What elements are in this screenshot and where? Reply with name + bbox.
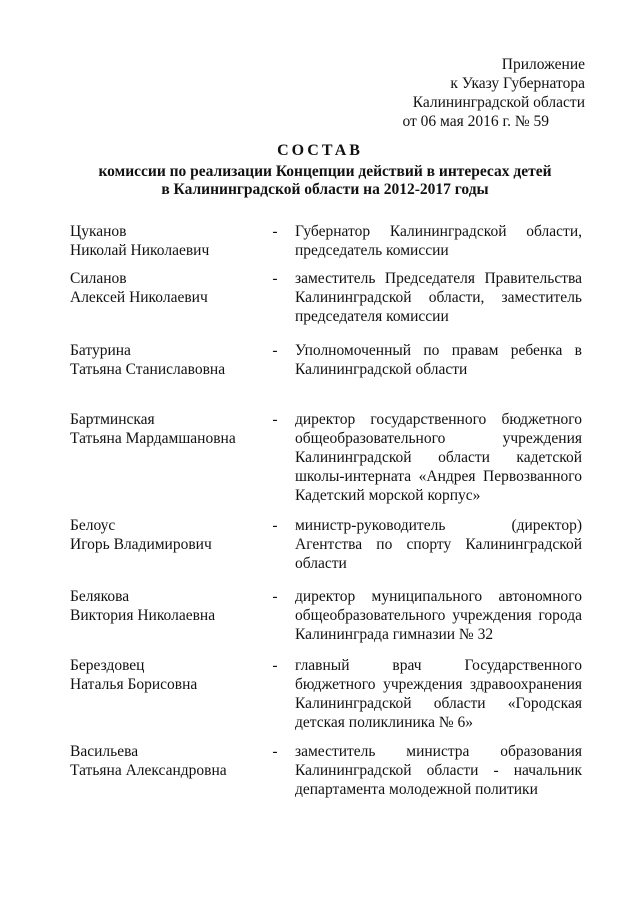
- member-surname: Белякова: [70, 588, 130, 605]
- separator-dash: -: [272, 657, 278, 674]
- role-line: Калининградской области - начальник: [295, 762, 582, 779]
- member-name: [70, 410, 260, 448]
- member-role: [295, 587, 582, 644]
- separator-dash: -: [272, 517, 278, 534]
- member-name: [70, 341, 260, 379]
- member-given-names: Алексей Николаевич: [70, 289, 208, 306]
- role-line: области: [295, 555, 347, 572]
- appendix-header: [370, 55, 585, 131]
- separator-dash: -: [272, 588, 278, 605]
- member-name: [70, 222, 260, 260]
- appendix-date-number: от 06 мая 2016 г. № 59: [402, 113, 549, 130]
- member-role: [295, 269, 582, 326]
- document-title: СОСТАВ: [277, 142, 363, 159]
- member-given-names: Игорь Владимирович: [70, 536, 212, 553]
- member-given-names: Наталья Борисовна: [70, 676, 198, 693]
- role-line: Кадетский морской корпус»: [295, 487, 481, 504]
- role-line: бюджетного учреждения здравоохранения: [295, 676, 582, 693]
- role-line: детская поликлиника № 6»: [295, 714, 474, 731]
- role-line: Калининградской области «Городская: [295, 695, 582, 712]
- subtitle-line-2: в Калининградской области на 2012-2017 годы: [161, 181, 489, 198]
- member-role: [295, 222, 582, 260]
- member-surname: Берездовец: [70, 657, 145, 674]
- member-given-names: Николай Николаевич: [70, 242, 210, 259]
- role-line: директор муниципального автономного: [295, 588, 582, 605]
- role-line: Калининградской области, заместитель: [295, 289, 582, 306]
- subtitle-line-1: комиссии по реализации Концепции действий в интересах детей: [98, 163, 552, 180]
- role-line: школы-интерната «Андрея Первозванного: [295, 468, 582, 485]
- role-line: директор государственного бюджетного: [295, 411, 582, 428]
- member-given-names: Татьяна Александровна: [70, 762, 227, 779]
- role-line: департамента молодежной политики: [295, 781, 538, 798]
- separator-dash: -: [272, 411, 278, 428]
- role-line: Агентства по спорту Калининградской: [295, 536, 582, 553]
- member-role: [295, 516, 582, 573]
- member-surname: Цуканов: [70, 223, 127, 240]
- role-line: Губернатор Калининградской области,: [295, 223, 582, 240]
- appendix-decree-ref: к Указу Губернатора: [450, 75, 585, 92]
- separator-dash: -: [272, 223, 278, 240]
- member-name: [70, 516, 260, 554]
- separator-dash: -: [272, 342, 278, 359]
- member-name: [70, 269, 260, 307]
- role-line: заместитель министра образования: [295, 743, 582, 760]
- appendix-region: Калининградской области: [412, 94, 585, 111]
- member-given-names: Татьяна Мардамшановна: [70, 430, 236, 447]
- role-line: общеобразовательного учреждения: [295, 430, 582, 447]
- member-role: [295, 742, 582, 799]
- role-line: Уполномоченный по правам ребенка в: [295, 342, 582, 359]
- role-line: председателя комиссии: [295, 308, 449, 325]
- separator-dash: -: [272, 743, 278, 760]
- role-line: заместитель Председателя Правительства: [295, 270, 582, 287]
- role-line: Калининградской области кадетской: [295, 449, 582, 466]
- member-surname: Васильева: [70, 743, 139, 760]
- role-line: Калининградской области: [295, 361, 468, 378]
- member-surname: Бартминская: [70, 411, 155, 428]
- member-given-names: Виктория Николаевна: [70, 607, 216, 624]
- document-subtitle: [60, 163, 590, 199]
- role-line: общеобразовательного учреждения города: [295, 607, 582, 624]
- member-surname: Белоус: [70, 517, 116, 534]
- member-name: [70, 742, 260, 780]
- appendix-label: Приложение: [501, 56, 585, 73]
- role-line: министр-руководитель (директор): [295, 517, 582, 534]
- separator-dash: -: [272, 270, 278, 287]
- member-surname: Батурина: [70, 342, 131, 359]
- member-surname: Силанов: [70, 270, 127, 287]
- member-name: [70, 656, 260, 694]
- member-name: [70, 587, 260, 625]
- role-line: Калининграда гимназии № 32: [295, 626, 494, 643]
- role-line: председатель комиссии: [295, 242, 449, 259]
- role-line: главный врач Государственного: [295, 657, 582, 674]
- member-given-names: Татьяна Станиславовна: [70, 361, 226, 378]
- member-role: [295, 410, 582, 505]
- member-role: [295, 341, 582, 379]
- member-role: [295, 656, 582, 732]
